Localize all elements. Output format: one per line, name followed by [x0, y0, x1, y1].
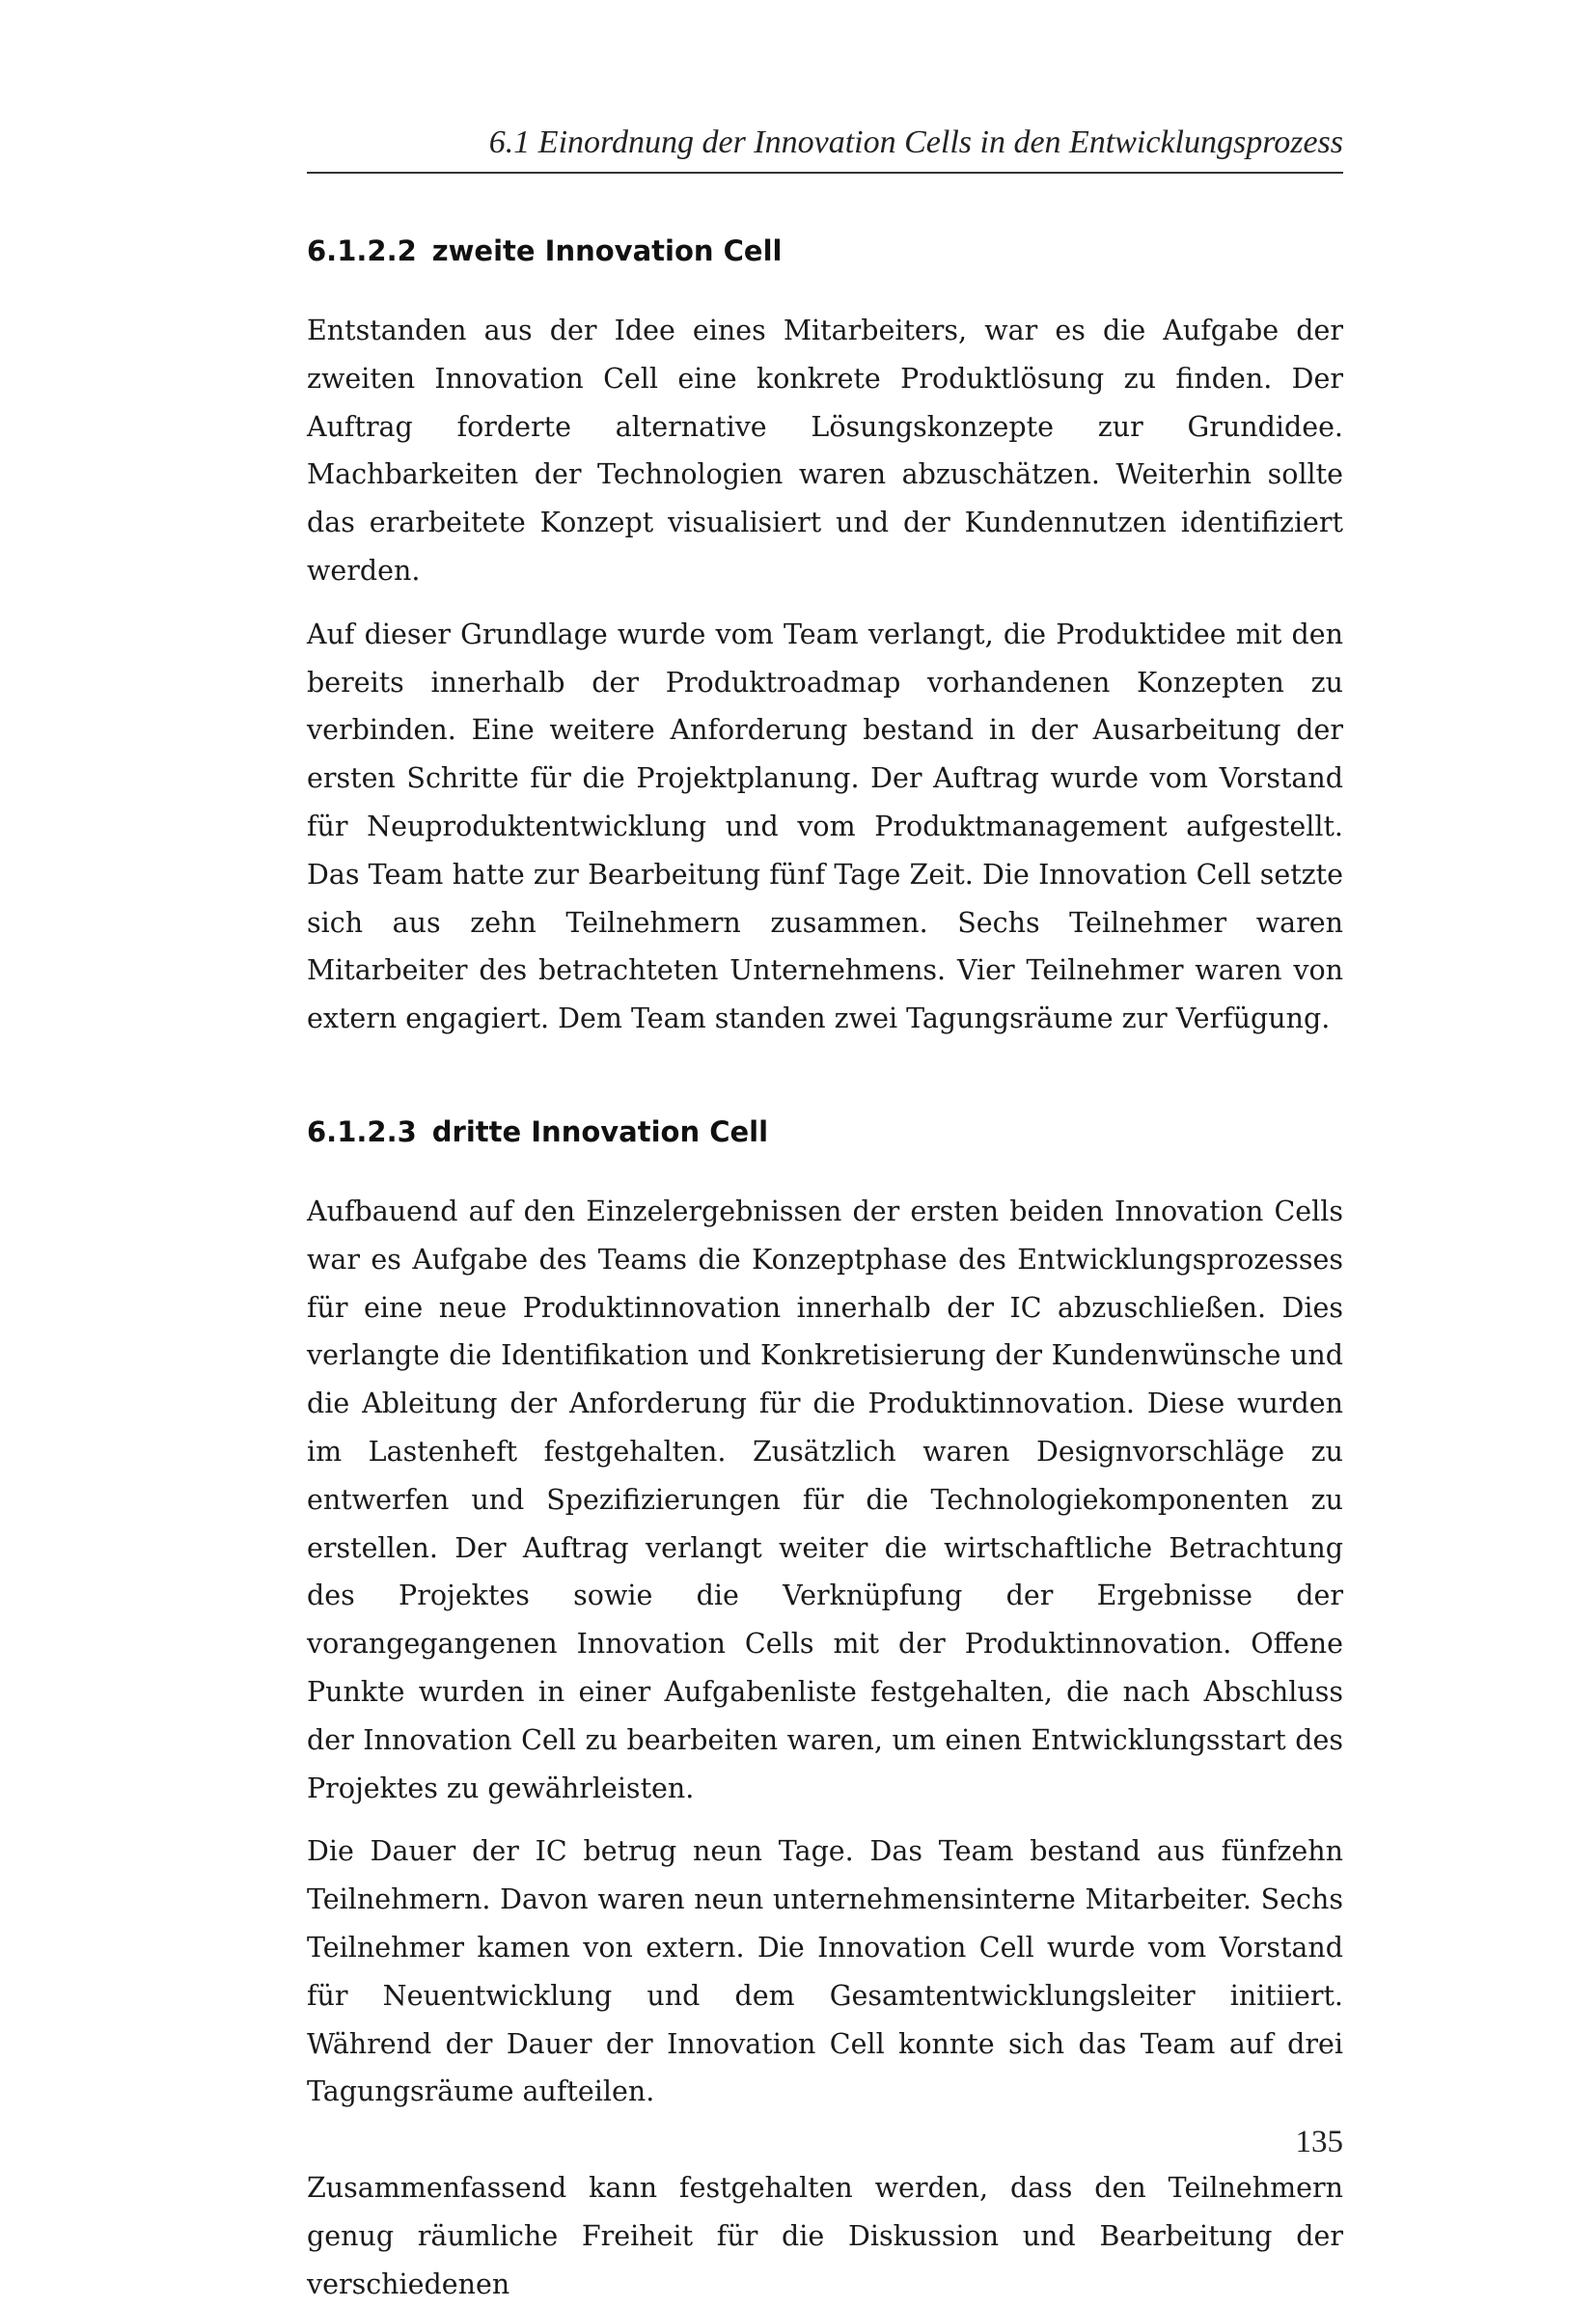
- section-zweite-innovation-cell: [307, 226, 1343, 1043]
- summary-paragraph: Zusammenfassend kann festgehalten werden, dass den Teilnehmern genug räumliche Freiheit für die Diskussion und Bearbeitung der verschiedenen: [307, 2172, 1343, 2300]
- header-rule: [307, 172, 1343, 174]
- paragraph: Aufbauend auf den Einzelergebnissen der ersten beiden Innovation Cells war es Aufgabe des Teams die Konzeptphase des Entwicklungsprozesses für eine neue Produktinnovation innerhalb der IC abzuschließen. Dies verlangte die Identifikation und Konkretisierung der Kundenwünsche und die Ableitung der Anforderung für die Produktinnovation. Diese wurden im Lastenheft festgehalten. Zusätzlich waren Designvorschläge zu entwerfen und Spezifizierungen für die Technologiekomponenten zu erstellen. Der Auftrag verlangt weiter die wirtschaftliche Betrachtung des Projektes sowie die Verknüpfung der Ergebnisse der vorangegangenen Innovation Cells mit der Produktinnovation. Offene Punkte wurden in einer Aufgabenliste festgehalten, die nach Abschluss der Innovation Cell zu bearbeiten waren, um einen Entwicklungsstart des Projektes zu gewährleisten.: [307, 1195, 1343, 1804]
- paragraph: Entstanden aus der Idee eines Mitarbeiters, war es die Aufgabe der zweiten Innovation Cell eine konkrete Produktlösung zu finden. Der Auftrag forderte alternative Lösungskonzepte zur Grundidee. Machbarkeiten der Technologien waren abzuschätzen. Weiterhin sollte das erarbeitete Konzept visualisiert und der Kundennutzen identifiziert werden.: [307, 315, 1343, 587]
- section-number: 6.1.2.2: [307, 234, 417, 267]
- page-content: [307, 226, 1343, 2308]
- paragraph: Auf dieser Grundlage wurde vom Team verlangt, die Produktidee mit den bereits innerhalb der Produktroadmap vorhandenen Konzepten zu verbinden. Eine weitere Anforderung bestand in der Ausarbeitung der ersten Schritte für die Projektplanung. Der Auftrag wurde vom Vorstand für Neuproduktentwicklung und vom Produktmanagement aufgestellt. Das Team hatte zur Bearbeitung fünf Tage Zeit. Die Innovation Cell setzte sich aus zehn Teilnehmern zusammen. Sechs Teilnehmer waren Mitarbeiter des betrachteten Unternehmens. Vier Teilnehmer waren von extern engagiert. Dem Team standen zwei Tagungsräume zur Verfügung.: [307, 618, 1343, 1035]
- paragraph: Die Dauer der IC betrug neun Tage. Das Team bestand aus fünfzehn Teilnehmern. Davon waren neun unternehmensinterne Mitarbeiter. Sechs Teilnehmer kamen von extern. Die Innovation Cell wurde vom Vorstand für Neuentwicklung und dem Gesamtentwicklungsleiter initiiert. Während der Dauer der Innovation Cell konnte sich das Team auf drei Tagungsräume aufteilen.: [307, 1835, 1343, 2108]
- document-page: [307, 0, 1343, 2300]
- section-title: dritte Innovation Cell: [431, 1114, 769, 1148]
- section-heading: [307, 1107, 1343, 1157]
- section-dritte-innovation-cell: [307, 1107, 1343, 2116]
- page-number: 135: [1295, 2125, 1343, 2159]
- running-header: 6.1 Einordnung der Innovation Cells in den Entwicklungsprozess: [488, 124, 1343, 160]
- section-number: 6.1.2.3: [307, 1114, 417, 1148]
- section-heading: [307, 226, 1343, 276]
- section-title: zweite Innovation Cell: [431, 234, 783, 267]
